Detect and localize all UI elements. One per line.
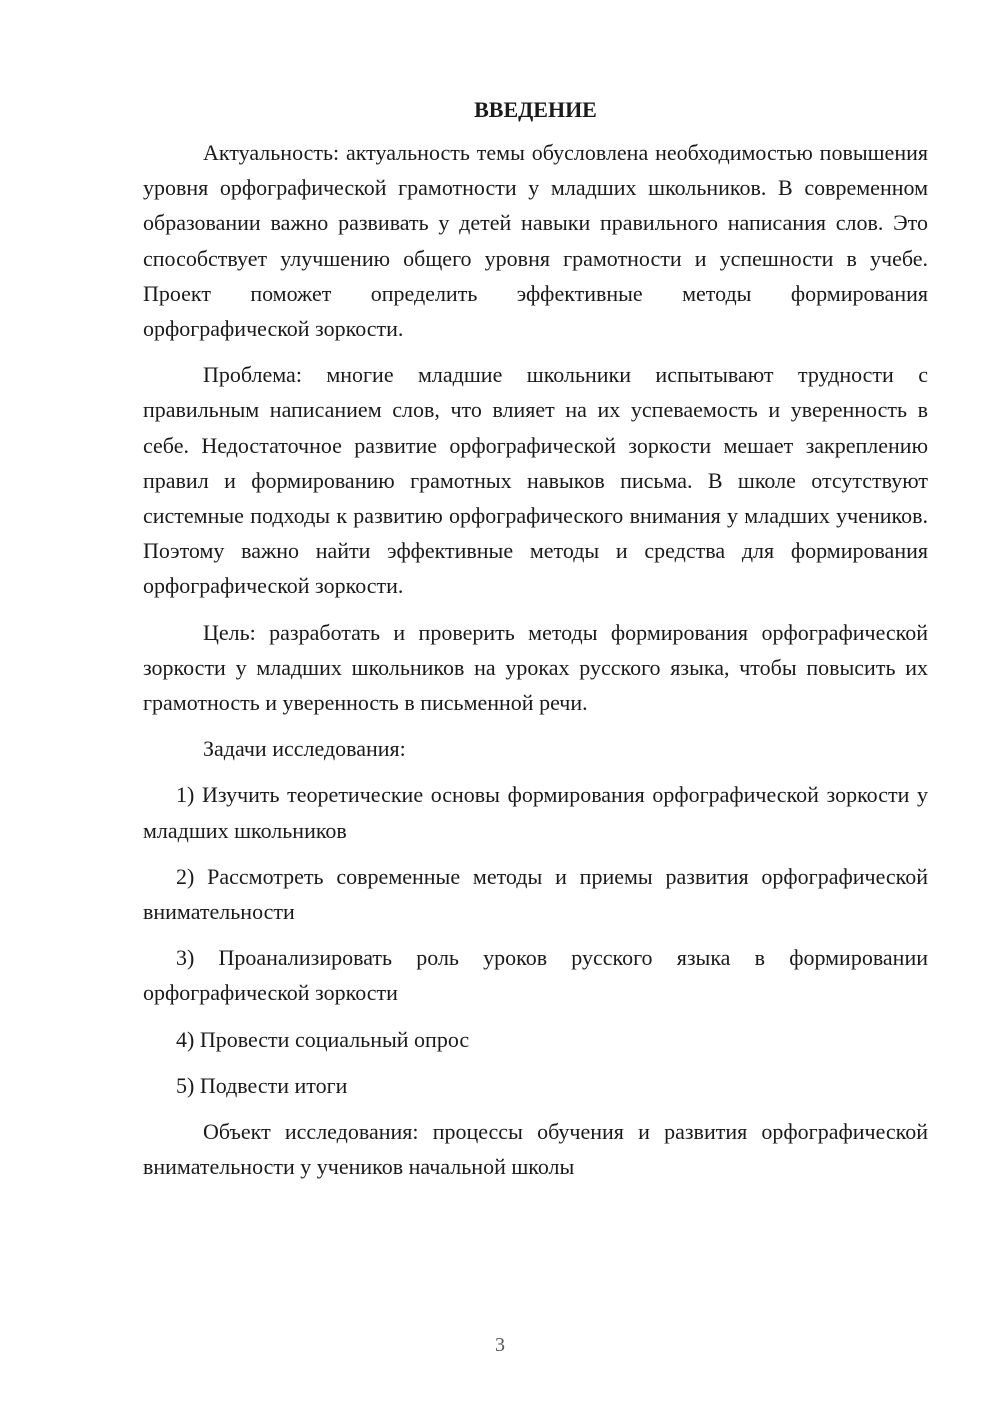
task-item-3: 3) Проанализировать роль уроков русского языка в формировании орфографической зоркости bbox=[143, 945, 928, 1006]
page-number: 3 bbox=[495, 1334, 505, 1356]
task-item-2: 2) Рассмотреть современные методы и приемы развития орфографической внимательности bbox=[143, 863, 928, 925]
task-item-1: 1) Изучить теоретические основы формирования орфографической зоркости у младших школьников bbox=[143, 782, 928, 843]
paragraph-goal: Цель: разработать и проверить методы формирования орфографической зоркости у младших школьников на уроках русского языка, чтобы повысить их грамотность и уверенность в письменной речи. bbox=[143, 619, 928, 716]
paragraph-relevance: Актуальность: актуальность темы обусловлена необходимостью повышения уровня орфографической грамотности у младших школьников. В современном образовании важно развивать у детей навыки правильного написания слов. Это способствует улучшению общего уровня грамотности и успешности в учебе. Проект поможет определить эффективные методы формирования орфографической зоркости. bbox=[143, 140, 928, 342]
document-page bbox=[143, 95, 928, 1195]
tasks-intro: Задачи исследования: bbox=[203, 736, 406, 762]
task-item-5: 5) Подвести итоги bbox=[176, 1072, 348, 1098]
section-heading: ВВЕДЕНИЕ bbox=[474, 97, 597, 122]
task-item-4: 4) Провести социальный опрос bbox=[176, 1026, 470, 1052]
paragraph-object: Объект исследования: процессы обучения и развития орфографической внимательности у учеников начальной школы bbox=[143, 1119, 928, 1180]
paragraph-problem: Проблема: многие младшие школьники испытывают трудности с правильным написанием слов, что влияет на их успеваемость и уверенность в себе. Недостаточное развитие орфографической зоркости мешает закреплению правил и формированию грамотных навыков письма. В школе отсутствуют системные подходы к развитию орфографического внимания у младших учеников. Поэтому важно найти эффективные методы и средства для формирования орфографической зоркости. bbox=[143, 362, 928, 599]
